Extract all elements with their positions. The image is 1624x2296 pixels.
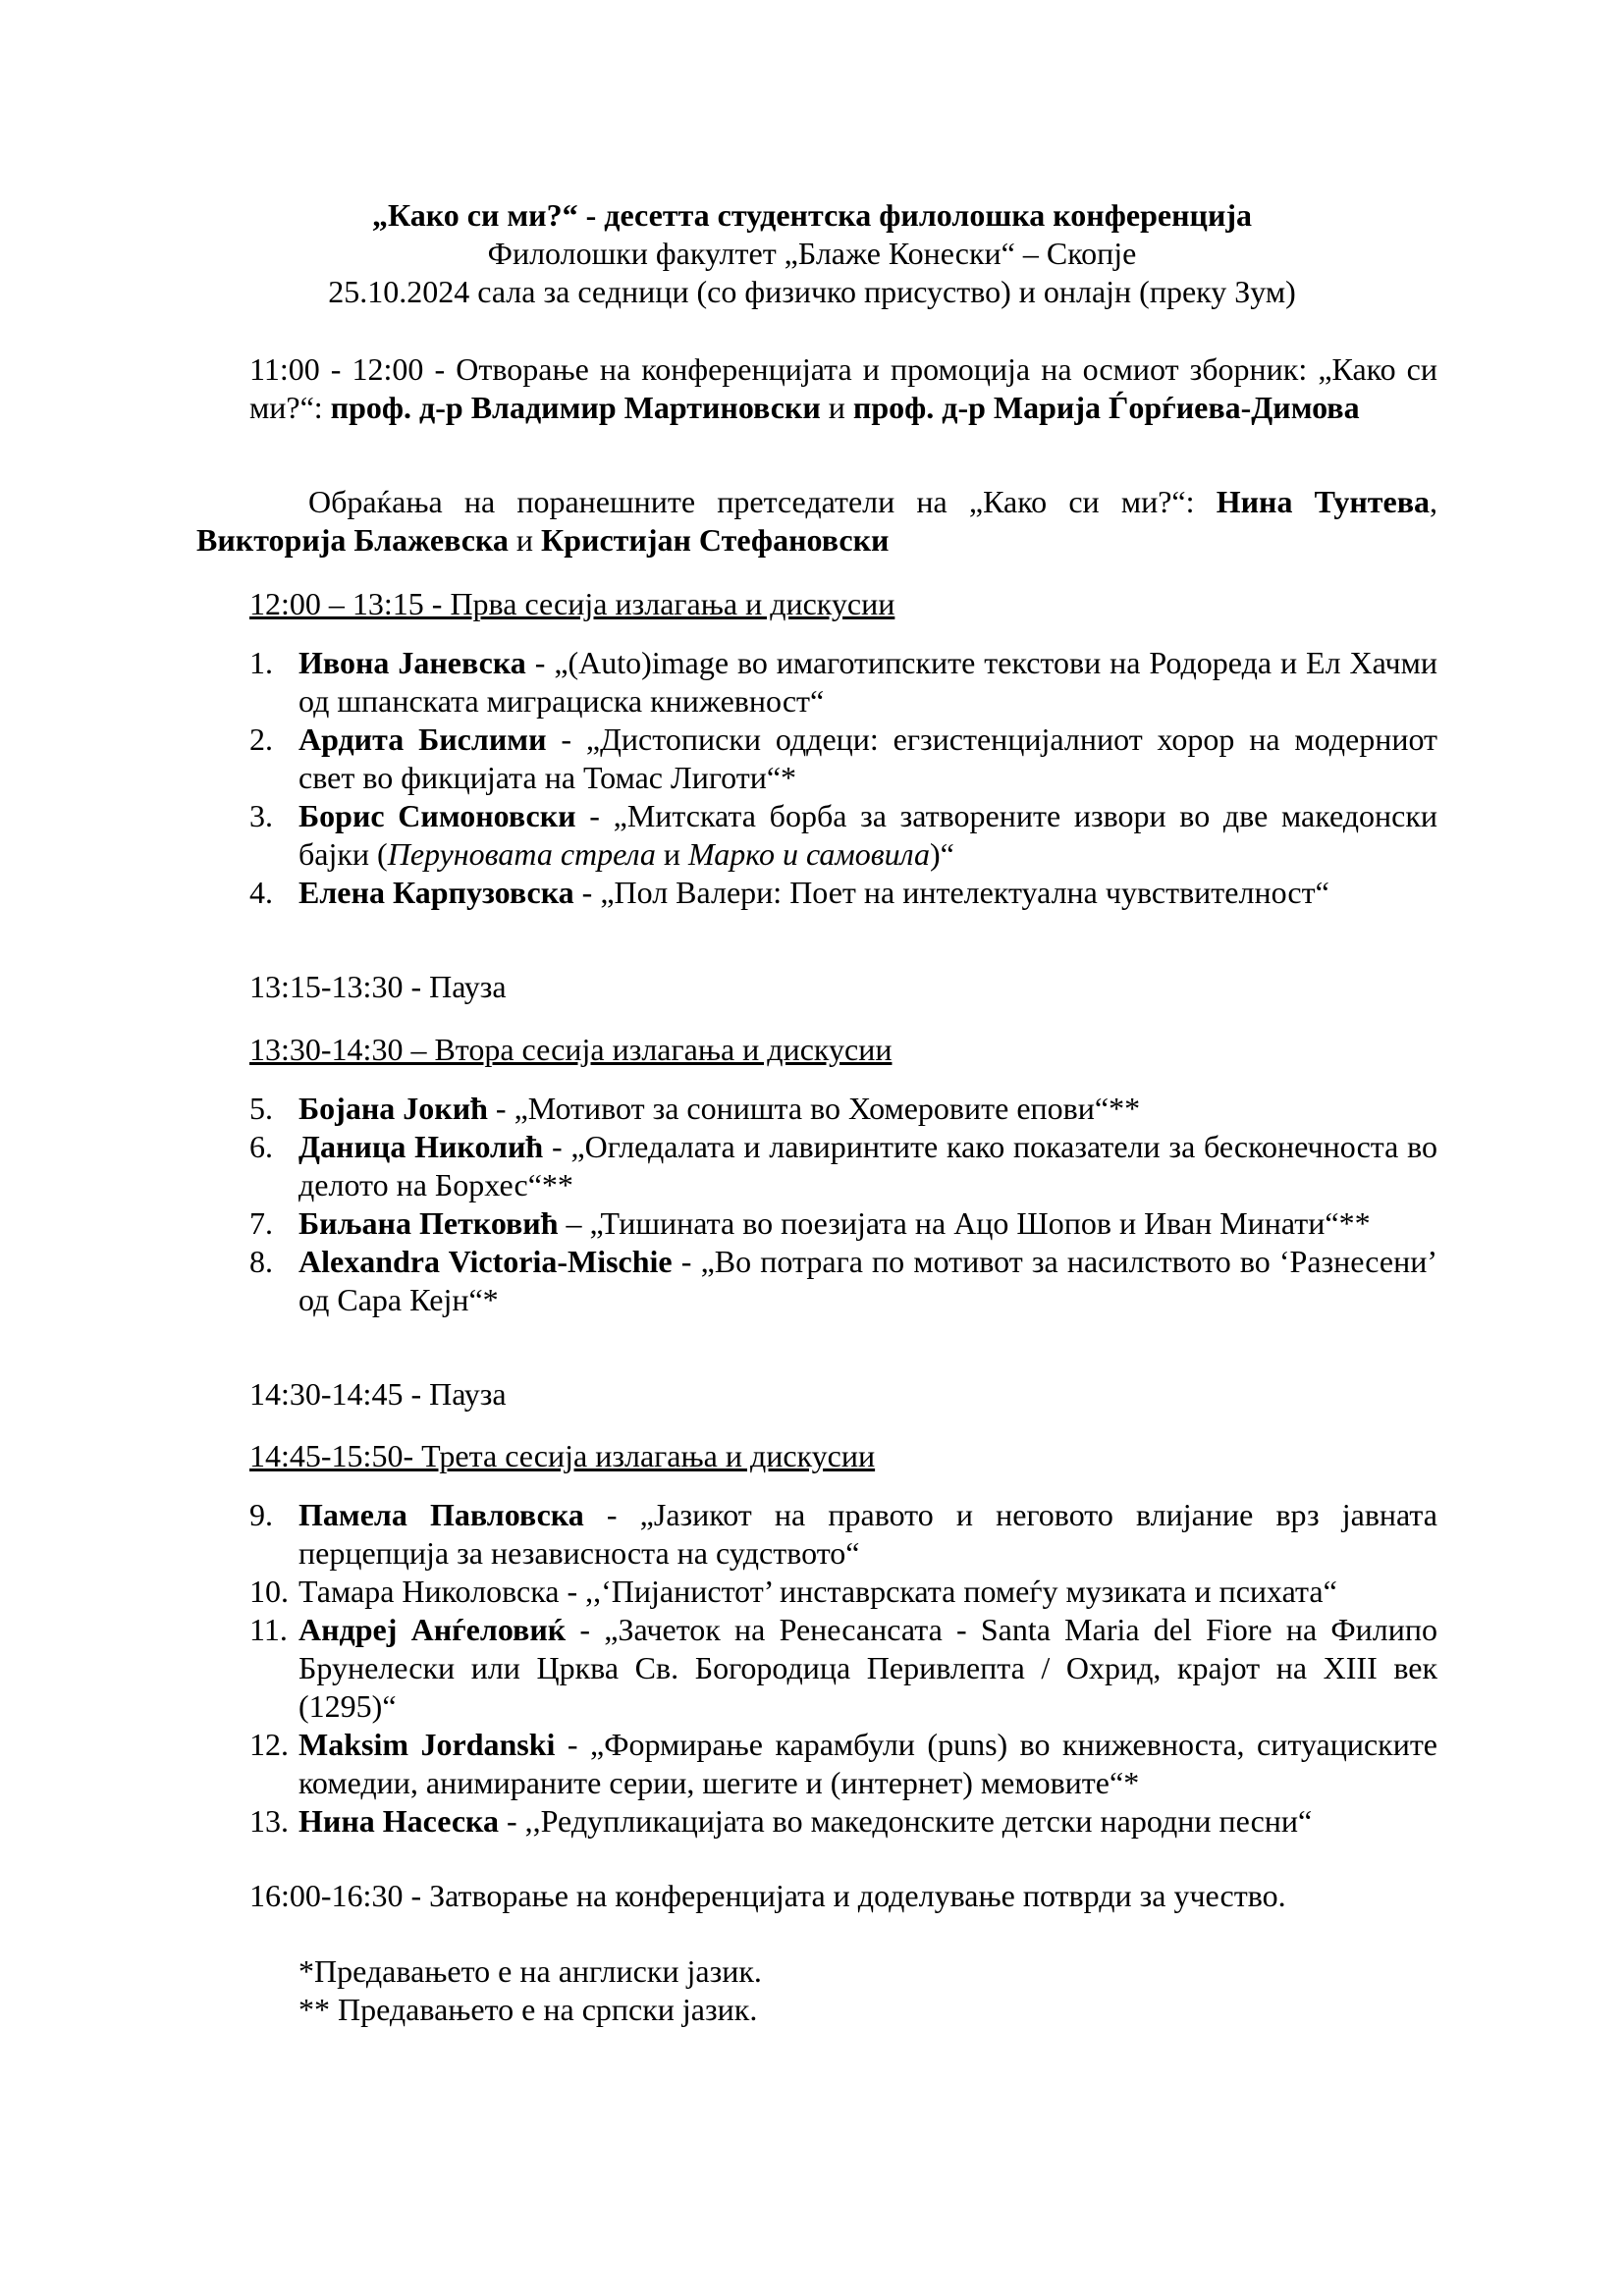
talk-item: [249, 874, 1437, 912]
talk-title: - „Во потрага по мотивот за насилството во ‘Разнесени’ од Сара Кејн“*: [298, 1244, 1438, 1317]
break-2: 14:30-14:45 - Пауза: [249, 1376, 507, 1412]
talk-number: 12.: [249, 1727, 289, 1762]
talk-item: [249, 1611, 1437, 1726]
talk-number: 10.: [249, 1574, 289, 1609]
talk-item: [249, 1496, 1437, 1573]
talk-number: 5.: [249, 1091, 273, 1126]
talk-item: [249, 1573, 1437, 1611]
opening-conjunction: и: [820, 390, 853, 425]
talk-title: - ,,Редупликацијата во македонските детски народни песни“: [499, 1803, 1313, 1839]
talk-author: Борис Симоновски: [298, 798, 576, 833]
talk-item: [249, 1128, 1437, 1204]
talk-title: - „Формирање карамбули (puns) во книжевноста, ситуациските комедии, анимираните серии, шегите и (интернет) мемовите“*: [298, 1727, 1437, 1800]
greeting-name-1: Нина Тунтева: [1216, 484, 1431, 519]
talk-title-italic-1: Перуновата стрела: [387, 836, 656, 872]
opening-speaker-1: проф. д-р Владимир Мартиновски: [330, 390, 821, 425]
talk-author: Maksim Jordanski: [298, 1727, 556, 1762]
talk-title: - „Огледалата и лавиринтите како показатели за бесконечноста во делото на Борхес“**: [298, 1129, 1437, 1202]
talk-title-part-c: )“: [930, 836, 954, 872]
talk-author: Елена Карпузовска: [298, 875, 574, 910]
talk-number: 11.: [249, 1612, 288, 1647]
session-2-heading: 13:30-14:30 – Втора сесија излагања и дискусии: [249, 1032, 893, 1067]
talk-item: [249, 1726, 1437, 1802]
talk-number: 2.: [249, 721, 273, 757]
talk-number: 8.: [249, 1244, 273, 1279]
talk-item: [249, 1802, 1437, 1841]
talk-author: Андреј Анѓеловиќ: [298, 1612, 567, 1647]
session-3-heading: 14:45-15:50- Трета сесија излагања и дискусии: [249, 1438, 876, 1473]
greeting-separator: ,: [1430, 484, 1438, 519]
talk-item: [249, 644, 1437, 721]
talk-title: - „Пол Валери: Поет на интелектуална чувствителност“: [573, 875, 1329, 910]
opening-text: 11:00 - 12:00 - Отворање на конференцијата и промоција на осмиот зборник: „Како си ми?“:: [249, 351, 1437, 425]
opening-paragraph: [249, 350, 1437, 427]
talk-title: – „Тишината во поезијата на Ацо Шопов и Иван Минати“**: [558, 1205, 1371, 1241]
talk-title: - „Зачеток на Ренесансата - Santa Maria del Fiore на Филипо Брунелески или Црква Св. Богородица Перивлепта / Охрид, крајот на XIII век (1295)“: [298, 1612, 1438, 1724]
talk-author: Бојана Јокић: [298, 1091, 488, 1126]
talk-author: Биљана Петковић: [298, 1205, 559, 1241]
talk-number: 9.: [249, 1497, 273, 1532]
closing-line: 16:00-16:30 - Затворање на конференцијата и доделување потврди за учество.: [249, 1878, 1286, 1913]
talk-title: - „Мотивот за соништа во Хомеровите епови“**: [487, 1091, 1141, 1126]
date-place-line: 25.10.2024 сала за седници (со физичко присуство) и онлајн (преку Зум): [328, 274, 1296, 309]
talk-author: Ардита Бислими: [298, 721, 547, 757]
talk-title-italic-2: Марко и самовила: [688, 836, 931, 872]
greeting-text: Обраќања на поранешните претседатели на „Како си ми?“:: [308, 484, 1217, 519]
talk-item: [249, 797, 1437, 874]
talk-item: [249, 1243, 1437, 1319]
conference-title: „Како си ми?“ - десетта студентска филолошка конференција: [371, 197, 1253, 233]
document-header: [196, 196, 1428, 311]
session-3-talks: [249, 1496, 1437, 1841]
talk-number: 6.: [249, 1129, 273, 1164]
session-1-heading: 12:00 – 13:15 - Прва сесија излагања и дискусии: [249, 586, 895, 621]
greeting-name-3: Кристијан Стефановски: [541, 522, 890, 558]
talk-number: 7.: [249, 1205, 273, 1241]
talk-number: 1.: [249, 645, 273, 680]
session-2-talks: [249, 1090, 1437, 1319]
talk-author: Даница Николић: [298, 1129, 544, 1164]
talk-title: Тамара Николовска - ,,‘Пијанистот’ инставрската помеѓу музиката и психата“: [298, 1574, 1337, 1609]
talk-title: - „(Auto)image во имаготипските текстови на Родореда и Ел Хачми од шпанската миграциска книжевност“: [298, 645, 1438, 719]
session-1-talks: [249, 644, 1437, 912]
talk-author: Памела Павловска: [298, 1497, 584, 1532]
talk-author: Alexandra Victoria-Mischie: [298, 1244, 673, 1279]
faculty-line: Филолошки факултет „Блаже Конески“ – Скопје: [487, 236, 1137, 271]
talk-title-part-a: - „Митската борба за затворените извори во две македонски бајки (: [298, 798, 1438, 872]
talk-item: [249, 721, 1437, 797]
break-1: 13:15-13:30 - Пауза: [249, 969, 507, 1004]
talk-author: Ивона Јаневска: [298, 645, 526, 680]
opening-speaker-2: проф. д-р Марија Ѓорѓиева-Димова: [852, 390, 1360, 425]
talk-title: - „Дистописки оддеци: егзистенцијалниот хорор на модерниот свет во фикцијата на Томас Лиготи“*: [298, 721, 1438, 795]
talk-number: 4.: [249, 875, 273, 910]
talk-author: Нина Насеска: [298, 1803, 499, 1839]
greeting-name-2: Викторија Блажевска: [196, 522, 509, 558]
talk-title-part-b: и: [655, 836, 689, 872]
greeting-paragraph: [196, 483, 1437, 560]
talk-item: [249, 1204, 1437, 1243]
talk-title: - „Јазикот на правото и неговото влијание врз јавната перцепција за независноста на судството“: [298, 1497, 1437, 1571]
greeting-conjunction: и: [508, 522, 542, 558]
footnote-english: *Предавањето е на англиски јазик.: [298, 1953, 762, 1989]
talk-number: 13.: [249, 1803, 289, 1839]
talk-item: [249, 1090, 1437, 1128]
talk-number: 3.: [249, 798, 273, 833]
footnote-serbian: ** Предавањето е на српски јазик.: [298, 1992, 758, 2027]
